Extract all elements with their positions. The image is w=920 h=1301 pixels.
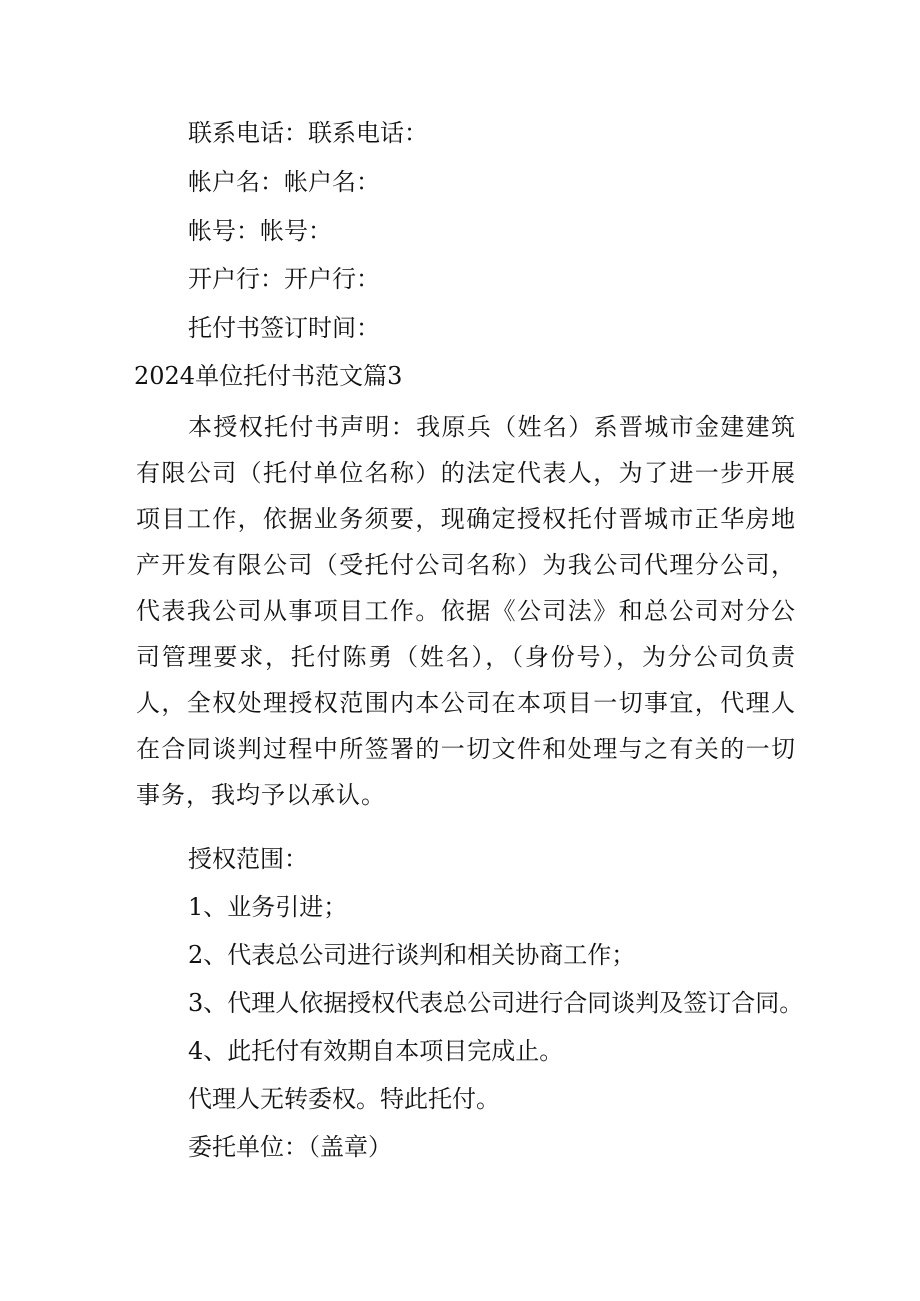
authorization-paragraph: 本授权托付书声明：我原兵（姓名）系晋城市金建建筑有限公司（托付单位名称）的法定代表人，为了进一步开展项目工作，依据业务须要，现确定授权托付晋城市正华房地产开发有限公司（受托付公司名称）为我公司代理分公司，代表我公司从事项目工作。依据《公司法》和总公司对分公司管理要求，托付陈勇（姓名），（身份号），为分公司负责人，全权处理授权范围内本公司在本项目一切事宜，代理人在合同谈判过程中所签署的一切文件和处理与之有关的一切事务，我均予以承认。	[136, 413, 796, 809]
scope-item: 4、此托付有效期自本项目完成止。	[188, 1037, 564, 1065]
account-name-line: 帐户名：帐户名：	[188, 168, 380, 196]
scope-title: 授权范围：	[188, 845, 308, 873]
contact-phone-line: 联系电话：联系电话：	[188, 119, 428, 147]
bank-line: 开户行：开户行：	[188, 265, 380, 293]
scope-item: 1、业务引进；	[188, 893, 348, 921]
scope-item: 3、代理人依据授权代表总公司进行合同谈判及签订合同。	[188, 989, 804, 1017]
entrusting-unit-line: 委托单位：（盖章）	[188, 1133, 392, 1161]
section-heading: 2024单位托付书范文篇3	[134, 362, 403, 390]
account-number-line: 帐号：帐号：	[188, 217, 332, 245]
no-sub-delegation-line: 代理人无转委权。特此托付。	[188, 1085, 500, 1113]
scope-item: 2、代表总公司进行谈判和相关协商工作；	[188, 941, 636, 969]
signing-date-line: 托付书签订时间：	[188, 314, 380, 342]
